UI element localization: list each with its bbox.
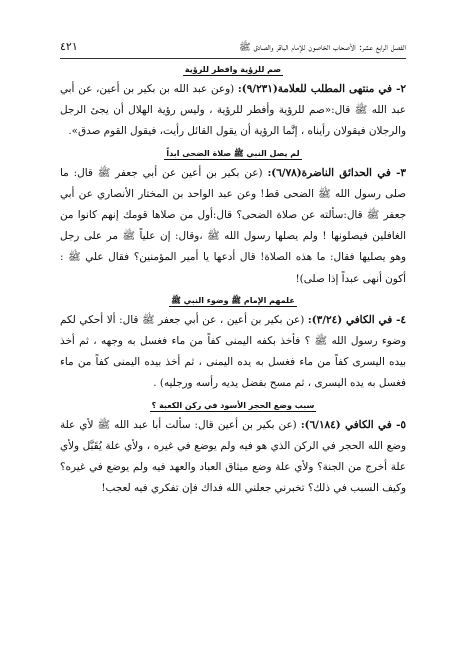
section-2	[60, 148, 406, 290]
running-header	[60, 40, 406, 59]
section-heading: صم للرؤية وافطر للرؤية	[184, 65, 282, 74]
hadith-paragraph	[60, 79, 406, 143]
paragraph-text: (عن بكير بن أعين قال: سألت أبا عبد الله ﷺ لأي علة وضع الله الحجر في الركن الذي هو فيه ولم يوضع في غيره ، ولأي علة يُقَبَّل ولأي علة أخرج من الجنة؟ ولأي علة وضع ميثاق العباد والعهد فيه ولم يوضع في غيره؟ وكيف السبب في ذلك؟ تخبرني جعلني الله فداك فإن تفكري فيه لعجب!	[60, 418, 406, 495]
chapter-title: الفصل الرابع عشر: الأصحاب الخاصون للإمام الباقر والصادق ﷺ	[239, 42, 406, 53]
paragraph-text: (عن بكير بن أعين عن أبي جعفر ﷺ قال: ما صلى رسول الله ﷺ الضحى قط! وعن عبد الواحد بن المختار الأنصاري عن أبي جعفر ﷺ قال:سألته عن صلاة الضحى؟ قال:أول من صلاها قومك إنهم كانوا من الغافلين فيصلونها ! ولم يصلها رسول الله ﷺ ،وقال: إن علياً ﷺ مر على رجل وهو يصليها فقال: ما هذه الصلاة! قال أدعها يا أمير المؤمنين؟ فقال علي ﷺ : أكون أنهى عبداً إذا صلى)!	[60, 166, 406, 285]
page-number: ٤٢١	[60, 40, 78, 53]
hadith-paragraph	[60, 163, 406, 290]
paragraph-text: (وعن عبد الله بن بكير بن أعين، عن أبي عبد الله ﷺ قال:«صم للرؤية وأفطر للرؤية ، وليس رؤية الهلال أن يجئ الرجل والرجلان فيقولان رأيناه ، إنَّما الرؤية أن يقول القائل رأيت، فيقول القوم صدق».	[60, 83, 406, 138]
hadith-paragraph	[60, 310, 406, 395]
section-4	[60, 400, 406, 500]
section-3	[60, 295, 406, 395]
source-citation: ٥- في الكافي (٦/١٨٤):	[300, 418, 406, 431]
section-heading: سبب وضع الحجر الأسود في ركن الكعبة ؟	[151, 400, 315, 410]
source-citation: ٢- في منتهى المطلب للعلامة(٩/٢٣١):	[237, 83, 406, 95]
section-1	[60, 64, 406, 143]
paragraph-text: (عن بكير بن أعين ، عن أبي جعفر ﷺ قال: ألا أحكي لكم وضوء رسول الله ﷺ ؟ فأخذ بكفه اليمنى كفاً من ماء فغسل به وجهه ، ثم أخذ بيده اليسرى كفاً من ماء فغسل به يده اليمنى ، ثم أخذ بيده اليمنى كفاً من ماء فغسل به يده اليسرى ، ثم مسح بفضل يديه رأسه ورجليه) .	[60, 313, 406, 390]
section-heading: لم يصل النبي ﷺ صلاة الضحى ابداً	[166, 148, 300, 158]
source-citation: ٤- في الكافي (٣/٢٤):	[307, 313, 407, 326]
source-citation: ٣- في الحدائق الناضرة(٦/٧٨):	[267, 166, 406, 179]
section-heading: علمهم الإمام ﷺ وضوء النبي ﷺ	[171, 295, 295, 305]
hadith-paragraph	[60, 415, 406, 500]
